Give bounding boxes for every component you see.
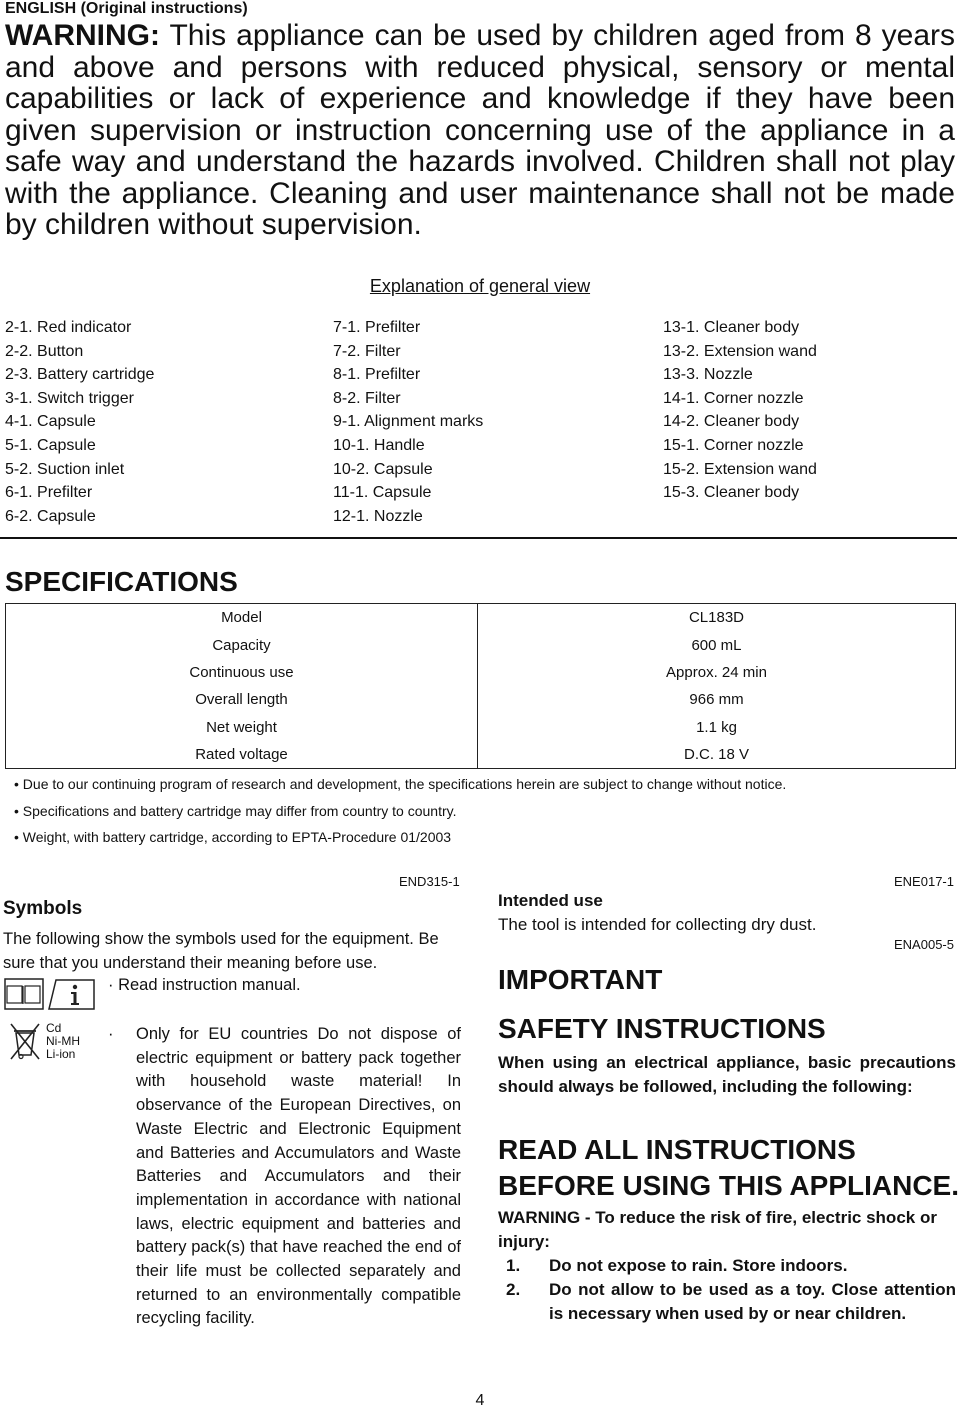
list-item: 6-2. Capsule xyxy=(5,507,96,525)
page-number: 4 xyxy=(475,1392,485,1409)
list-item: 10-2. Capsule xyxy=(333,460,433,478)
item-text: Do not expose to rain. Store indoors. xyxy=(549,1256,848,1275)
safety-warning: WARNING - To reduce the risk of fire, electric shock or injury: xyxy=(498,1208,937,1251)
symbols-intro: The following show the symbols used for the equipment. Be sure that you understand their meaning before use. xyxy=(3,930,439,972)
safety-instructions-heading: SAFETY INSTRUCTIONS xyxy=(498,1013,826,1044)
battery-type-nimh: Ni-MH xyxy=(46,1034,80,1048)
warning-block xyxy=(5,20,955,241)
list-item: 11-1. Capsule xyxy=(333,484,432,502)
bullet: · xyxy=(108,1025,114,1043)
list-item: 2-2. Button xyxy=(5,342,84,360)
wheelie-bin-crossed-icon xyxy=(8,1021,42,1061)
spec-note: • Specifications and battery cartridge may differ from country to country. xyxy=(14,803,457,819)
item-number: 2. xyxy=(506,1280,521,1299)
list-item: 13-2. Extension wand xyxy=(663,342,817,360)
specifications-title: SPECIFICATIONS xyxy=(5,566,238,597)
warning-text: This appliance can be used by children aged from 8 years and above and persons with reduced physical, sensory or mental capabilities or lack of experience and knowledge if they have been given supervision or instruction concerning use of the appliance in a safe way and understand the hazards involved. Children shall not play with the appliance. Cleaning and user maintenance shall not be made by children without supervision. xyxy=(5,19,956,241)
table-row xyxy=(6,686,956,713)
list-item: 13-1. Cleaner body xyxy=(663,319,800,336)
table-row xyxy=(6,741,956,769)
battery-type-cd: Cd xyxy=(46,1021,62,1035)
list-item: 3-1. Switch trigger xyxy=(5,389,134,407)
spec-value: D.C. 18 V xyxy=(683,746,750,764)
symbol-eu-disposal xyxy=(108,1023,463,1328)
list-item: 2-1. Red indicator xyxy=(5,319,132,336)
spec-value: 966 mm xyxy=(689,691,744,709)
intended-use-text: The tool is intended for collecting dry dust. xyxy=(498,915,817,934)
table-row xyxy=(6,631,956,658)
spec-label: Model xyxy=(6,604,478,632)
safety-code: ENA005-5 xyxy=(894,937,954,952)
item-number: 1. xyxy=(506,1256,521,1275)
list-item: 9-1. Alignment marks xyxy=(333,413,484,431)
spec-note: • Due to our continuing program of research and development, the specifications herein are subject to change without notice. xyxy=(14,776,787,792)
spec-value: 1.1 kg xyxy=(696,718,737,736)
safety-intro: When using an electrical appliance, basic precautions should always be followed, including the following: xyxy=(498,1053,956,1096)
intended-code: ENE017-1 xyxy=(894,874,954,889)
language-header: ENGLISH (Original instructions) xyxy=(5,0,248,17)
list-item: 13-3. Nozzle xyxy=(663,366,753,384)
general-view-column-2 xyxy=(333,316,483,528)
list-item: 7-1. Prefilter xyxy=(333,319,421,336)
list-item: 7-2. Filter xyxy=(333,342,401,360)
spec-label: Net weight xyxy=(6,714,478,741)
warning-label: WARNING: xyxy=(5,19,160,52)
list-item: 6-1. Prefilter xyxy=(5,484,93,502)
table-row xyxy=(6,604,956,632)
symbol-eu-disposal-text: Only for EU countries Do not dispose of electric equipment or battery pack together with household waste material! In observance of the European Directives, on Waste Electric and Electronic Equipment and Batteries and Accumulators and Waste Batteries and Accumulators and their implementation in accordance with national laws, electric equipment and batteries and battery pack(s) that have reached the end of their life must be collected separately and returned to an environmentally compatible recycling facility. xyxy=(136,1025,461,1328)
spec-value: 600 mL xyxy=(691,636,742,654)
symbol-read-manual-text: · Read instruction manual. xyxy=(108,976,301,994)
list-item: 14-2. Cleaner body xyxy=(663,413,800,431)
list-item: 8-1. Prefilter xyxy=(333,366,421,384)
list-item: 5-1. Capsule xyxy=(5,436,96,454)
spec-label: Capacity xyxy=(6,631,478,658)
general-view-column-1 xyxy=(5,316,154,528)
list-item: 10-1. Handle xyxy=(333,436,425,454)
item-text: Do not allow to be used as a toy. Close attention is necessary when used by or near children. xyxy=(549,1280,956,1323)
symbols-title: Symbols xyxy=(3,898,83,919)
battery-types-label xyxy=(46,1022,80,1061)
spec-label: Overall length xyxy=(6,686,478,713)
list-item: 2-3. Battery cartridge xyxy=(5,366,155,384)
list-item: 15-2. Extension wand xyxy=(663,460,817,478)
spec-value: CL183D xyxy=(688,609,745,627)
list-item: 8-2. Filter xyxy=(333,389,401,407)
battery-type-liion: Li-ion xyxy=(46,1047,76,1061)
before-using-heading: BEFORE USING THIS APPLIANCE. xyxy=(498,1170,960,1201)
section-divider xyxy=(0,537,957,539)
list-item: 4-1. Capsule xyxy=(5,413,96,431)
list-item: 5-2. Suction inlet xyxy=(5,460,125,478)
intended-use-heading: Intended use xyxy=(498,891,603,910)
spec-label: Rated voltage xyxy=(6,741,478,769)
general-view-column-3 xyxy=(663,316,817,505)
symbols-code: END315-1 xyxy=(399,874,460,889)
table-row xyxy=(6,714,956,741)
general-view-title: Explanation of general view xyxy=(369,276,591,296)
read-manual-icon xyxy=(4,977,96,1011)
list-item: 15-1. Corner nozzle xyxy=(663,436,804,454)
spec-note: • Weight, with battery cartridge, according to EPTA-Procedure 01/2003 xyxy=(14,829,452,845)
important-heading: IMPORTANT xyxy=(498,964,663,995)
list-item: 12-1. Nozzle xyxy=(333,507,423,525)
spec-value: Approx. 24 min xyxy=(666,663,767,681)
specifications-table xyxy=(5,603,956,769)
list-item: 14-1. Corner nozzle xyxy=(663,389,804,407)
spec-label: Continuous use xyxy=(6,659,478,686)
table-row xyxy=(6,659,956,686)
read-all-heading: READ ALL INSTRUCTIONS xyxy=(498,1134,856,1165)
list-item: 15-3. Cleaner body xyxy=(663,484,800,502)
